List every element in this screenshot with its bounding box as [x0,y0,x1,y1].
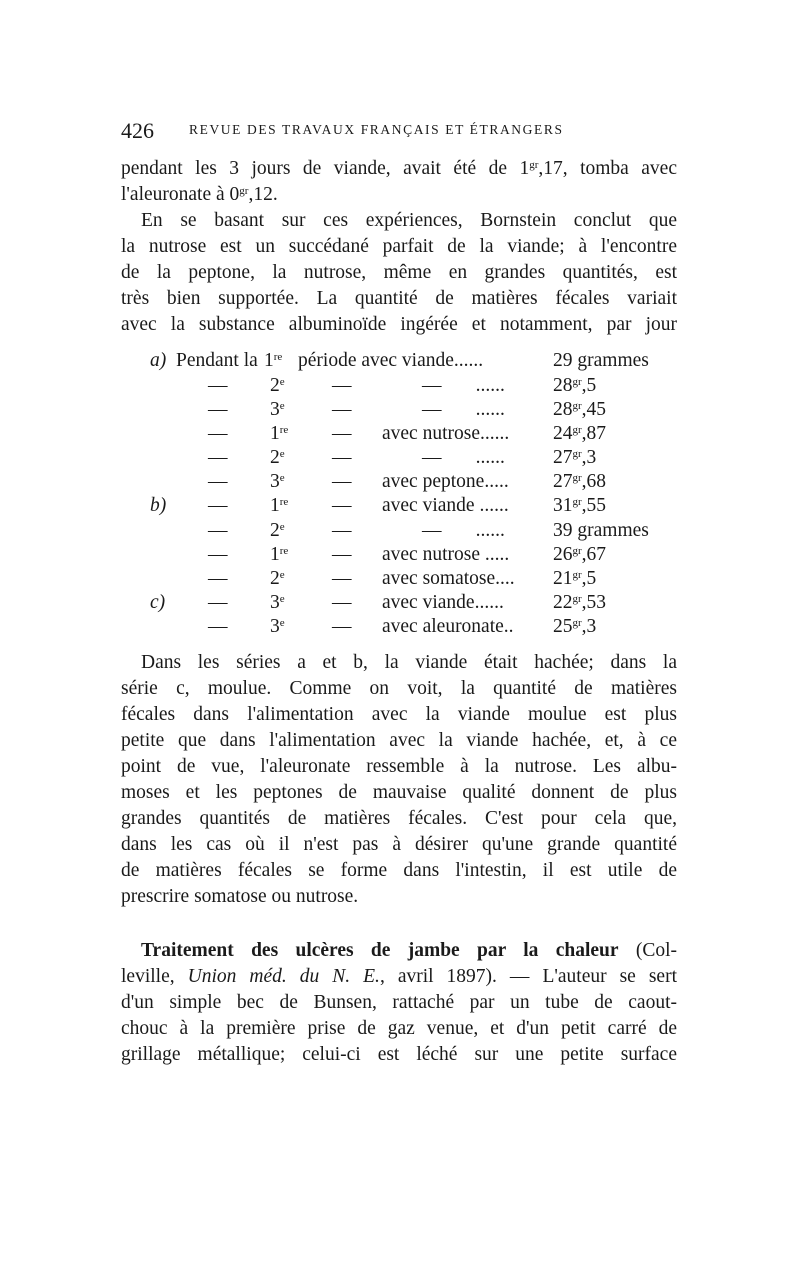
text-line: moses et les peptones de mauvaise qualité donnent de plus [121,782,677,803]
food: — ...... [422,399,505,420]
table-row [150,568,680,592]
ditto-mark: — [208,423,228,444]
ditto-mark: — [208,544,228,565]
food: avec viande...... [382,592,504,613]
period: 2e [270,447,285,468]
ditto-mark: — [332,375,352,396]
ditto-mark: — [208,592,228,613]
ditto-mark: — [208,616,228,637]
food: — ...... [422,520,505,541]
period: 1re [270,423,289,444]
text-line: série c, moulue. Comme on voit, la quantité de matières [121,678,677,699]
ditto-mark: — [208,447,228,468]
journal-citation: Union méd. du N. E. [187,966,380,987]
article-ulceres [121,938,677,1068]
text-line: chouc à la première prise de gaz venue, et d'un petit carré de [121,1018,677,1039]
ditto-mark: — [332,471,352,492]
text-line: d'un simple bec de Bunsen, rattaché par un tube de caout- [121,992,677,1013]
text-line [121,964,677,990]
ditto-mark: — [332,447,352,468]
series-label: a) [150,350,167,371]
ditto-mark: — [332,592,352,613]
food: avec peptone..... [382,471,509,492]
table-row [150,447,680,471]
row-prefix: Pendant la [176,350,258,371]
period: 1re [270,544,289,565]
value: $21^{gr},5$ [553,568,597,589]
food: période avec viande...... [298,350,484,371]
text-line: prescrire somatose ou nutrose. [121,886,359,907]
ditto-mark: — [332,399,352,420]
table-row [150,592,680,616]
food: avec somatose.... [382,568,515,589]
text-line: l'aleuronate à $0^{gr},12$. [121,184,278,205]
text-line: dans les cas où il n'est pas à désirer qu'une grande quantité [121,834,677,855]
article-title: Traitement des ulcères de jambe par la chaleur [141,940,619,961]
period: 2e [270,520,285,541]
paragraph-series [121,650,677,910]
ditto-mark: — [332,616,352,637]
ditto-mark: — [332,568,352,589]
ditto-mark: — [332,520,352,541]
text-line: fécales dans l'alimentation avec la viande moulue est plus [121,704,677,725]
period: 3e [270,592,285,613]
period: 2e [270,568,285,589]
table-row [150,423,680,447]
table-row [150,520,680,544]
food: — ...... [422,375,505,396]
text-line: Dans les séries a et b, la viande était hachée; dans la [141,652,677,673]
text-line: de matières fécales se forme dans l'intestin, il est utile de [121,860,677,881]
ditto-mark: — [332,544,352,565]
table-row [150,471,680,495]
table-row [150,375,680,399]
text-line: pendant les 3 jours de viande, avait été de $1^{gr},17$, tomba avec [121,158,677,179]
text-line: En se basant sur ces expériences, Bornstein conclut que [141,210,677,231]
value: 29 grammes [553,350,649,371]
paragraph-bornstein [121,208,677,338]
value: $31^{gr},55$ [553,495,607,516]
text-line: avec la substance albuminoïde ingérée et notamment, par jour [121,314,677,335]
text-line: grillage métallique; celui-ci est léché sur une petite surface [121,1044,677,1065]
table-row [150,399,680,423]
text-line: très bien supportée. La quantité de matières fécales variait [121,288,677,309]
text-line: de la peptone, la nutrose, même en grandes quantités, est [121,262,677,283]
ditto-mark: — [208,520,228,541]
table-row [150,495,680,519]
author: leville, [121,966,188,987]
ditto-mark: — [208,375,228,396]
food: avec nutrose ..... [382,544,510,565]
ditto-mark: — [208,471,228,492]
food: avec aleuronate.. [382,616,514,637]
text-line [121,938,677,964]
value: $27^{gr},3$ [553,447,597,468]
table-row [150,616,680,640]
ditto-mark: — [208,495,228,516]
text-line: point de vue, l'aleuronate ressemble à la nutrose. Les albu- [121,756,677,777]
food: — ...... [422,447,505,468]
value: 39 grammes [553,520,649,541]
series-label: c) [150,592,166,613]
period: 3e [270,471,285,492]
ditto-mark: — [208,568,228,589]
period: 1re [264,350,283,371]
period: 2e [270,375,285,396]
period: 3e [270,616,285,637]
page-number: 426 [121,118,154,143]
ditto-mark: — [332,495,352,516]
value: $22^{gr},53$ [553,592,607,613]
period: 1re [270,495,289,516]
series-label: b) [150,495,167,516]
value: $28^{gr},45$ [553,399,607,420]
text-line: grandes quantités de matières fécales. C'est pour cela que, [121,808,677,829]
text-line: la nutrose est un succédané parfait de la viande; à l'encontre [121,236,677,257]
food: avec viande ...... [382,495,509,516]
food: avec nutrose...... [382,423,510,444]
text-line: petite que dans l'alimentation avec la viande hachée, et, à ce [121,730,677,751]
period: 3e [270,399,285,420]
intro-paragraph [121,156,677,208]
table-row [150,544,680,568]
value: $27^{gr},68$ [553,471,607,492]
value: $24^{gr},87$ [553,423,607,444]
ditto-mark: — [332,423,352,444]
value: $26^{gr},67$ [553,544,607,565]
value: $28^{gr},5$ [553,375,597,396]
citation-date: , avril 1897). — L'auteur se sert [379,966,678,987]
ditto-mark: — [208,399,228,420]
running-title: REVUE DES TRAVAUX FRANÇAIS ET ÉTRANGERS [189,122,564,137]
value: $25^{gr},3$ [553,616,597,637]
article-title-continuation: (Col- [635,940,677,961]
table-row [150,350,680,374]
page-header [121,118,681,146]
